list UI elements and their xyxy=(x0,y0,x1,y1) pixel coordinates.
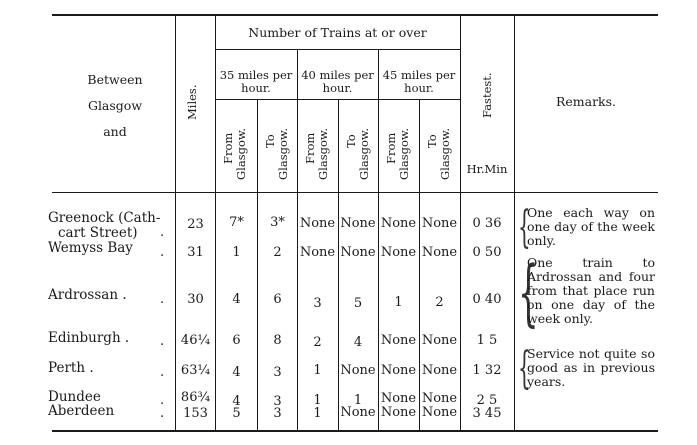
remark-brace-1: { xyxy=(518,202,531,253)
row-dot-aberdeen: . xyxy=(160,406,165,421)
cell-miles-greenock: 23 xyxy=(187,217,204,232)
col-rule-40-split xyxy=(338,100,339,430)
cell-40-from-greenock: None xyxy=(299,216,336,231)
cell-35-to-dundee: 3 xyxy=(273,394,282,409)
bottom-rule xyxy=(52,430,658,432)
speed-40-line1: 40 miles per xyxy=(301,68,374,82)
row-dot-ardrossan: . xyxy=(160,292,165,307)
remark-2: One train to Ardrossan and four from that place run on one day of the week only. xyxy=(527,255,655,326)
to-glasgow-40-b: Glasgow. xyxy=(357,127,371,180)
cell-35-from-edinburgh: 6 xyxy=(232,333,241,348)
hr-min-heading: Hr.Min xyxy=(466,162,508,176)
cell-35-from-aberdeen: 5 xyxy=(232,406,241,421)
remark-3: Service not quite so good as in previous years. xyxy=(527,346,655,389)
cell-45-to-edinburgh: None xyxy=(421,333,458,348)
cell-45-from-edinburgh: None xyxy=(380,333,417,348)
row-dot-greenock: . xyxy=(160,225,165,240)
from-glasgow-40-a: From xyxy=(303,132,317,164)
row-dot-edinburgh: . xyxy=(160,334,165,349)
cell-miles-ardrossan: 30 xyxy=(187,292,204,307)
cell-40-to-edinburgh: 4 xyxy=(353,335,363,350)
row-dot-wemyss-bay: . xyxy=(160,245,165,260)
row-dot-perth: . xyxy=(160,365,165,380)
cell-45-to-wemyss-bay: None xyxy=(421,245,458,260)
cell-45-from-ardrossan: 1 xyxy=(394,295,403,310)
to-glasgow-40-a: To xyxy=(344,134,358,148)
cell-fastest-aberdeen: 3 45 xyxy=(472,406,502,421)
to-glasgow-35-b: Glasgow. xyxy=(276,127,290,180)
cell-35-to-ardrossan: 6 xyxy=(273,292,282,307)
cell-40-from-perth: 1 xyxy=(313,363,322,378)
speed-45-line1: 45 miles per xyxy=(382,68,456,82)
remarks-heading: Remarks. xyxy=(555,94,617,109)
remark-1: One each way on one day of the week only. xyxy=(527,205,655,248)
row-name-perth: Perth . xyxy=(48,360,94,376)
cell-fastest-edinburgh: 1 5 xyxy=(476,333,498,348)
cell-35-to-edinburgh: 8 xyxy=(273,333,282,348)
cell-40-to-aberdeen: None xyxy=(340,405,376,420)
row-name-greenock-1: Greenock (Cath- xyxy=(48,210,161,226)
cell-45-to-perth: None xyxy=(421,363,458,378)
cell-40-to-greenock: None xyxy=(340,216,376,231)
cell-fastest-wemyss-bay: 0 50 xyxy=(472,245,502,260)
from-glasgow-35-b: Glasgow. xyxy=(234,127,248,180)
cell-40-from-edinburgh: 2 xyxy=(313,335,322,350)
row-name-wemyss-bay: Wemyss Bay xyxy=(48,240,133,256)
cell-40-from-ardrossan: 3 xyxy=(313,296,322,311)
between-heading-1: Between xyxy=(87,72,143,87)
cell-35-to-greenock: 3* xyxy=(270,215,285,230)
row-name-edinburgh: Edinburgh . xyxy=(48,330,130,346)
speed-group-rule xyxy=(215,49,460,50)
cell-35-from-dundee: 4 xyxy=(232,394,241,409)
cell-40-to-wemyss-bay: None xyxy=(340,245,376,260)
cell-35-from-ardrossan: 4 xyxy=(232,292,241,307)
col-rule-35-split xyxy=(257,100,258,430)
row-name-dundee: Dundee xyxy=(48,389,101,405)
cell-45-to-greenock: None xyxy=(421,216,458,231)
from-glasgow-45-a: From xyxy=(384,132,398,164)
speed-45-line2: hour. xyxy=(404,81,434,95)
cell-35-to-wemyss-bay: 2 xyxy=(273,245,282,260)
to-glasgow-45-b: Glasgow. xyxy=(438,127,452,180)
row-name-ardrossan: Ardrossan . xyxy=(48,287,127,303)
cell-40-to-ardrossan: 5 xyxy=(353,296,363,311)
top-rule xyxy=(52,14,658,16)
header-bottom-rule xyxy=(52,192,658,193)
cell-35-to-aberdeen: 3 xyxy=(273,406,282,421)
speed-35-line1: 35 miles per xyxy=(219,68,293,82)
between-heading-2: Glasgow xyxy=(87,98,143,113)
cell-35-from-wemyss-bay: 1 xyxy=(232,245,241,260)
cell-40-from-wemyss-bay: None xyxy=(299,245,336,260)
col-rule-45-split xyxy=(419,100,420,430)
from-glasgow-40-b: Glasgow. xyxy=(316,127,330,180)
cell-35-from-greenock: 7* xyxy=(229,215,244,230)
cell-fastest-perth: 1 32 xyxy=(472,363,502,378)
remark-brace-3: { xyxy=(518,343,531,394)
cell-45-to-ardrossan: 2 xyxy=(435,295,444,310)
cell-45-from-perth: None xyxy=(380,363,417,378)
to-glasgow-45-a: To xyxy=(425,134,439,148)
cell-miles-aberdeen: 153 xyxy=(183,406,208,421)
row-dot-dundee: . xyxy=(160,393,165,408)
cell-fastest-dundee: 2 5 xyxy=(476,393,498,408)
miles-heading: Miles. xyxy=(185,84,199,120)
to-glasgow-35-a: To xyxy=(263,134,277,148)
col-rule-remarks xyxy=(514,16,515,430)
remark-brace-2: { xyxy=(518,250,539,334)
cell-45-from-aberdeen: None xyxy=(380,405,417,420)
cell-40-to-perth: None xyxy=(340,363,376,378)
cell-fastest-ardrossan: 0 40 xyxy=(472,292,502,307)
cell-45-to-aberdeen: None xyxy=(421,405,458,420)
cell-40-from-aberdeen: 1 xyxy=(313,406,322,421)
cell-35-from-perth: 4 xyxy=(232,365,241,380)
number-of-trains-heading: Number of Trains at or over xyxy=(248,25,427,40)
row-name-greenock-2: cart Street) xyxy=(58,225,138,241)
cell-miles-wemyss-bay: 31 xyxy=(187,245,204,260)
cell-40-from-dundee: 1 xyxy=(313,393,322,408)
from-glasgow-45-b: Glasgow. xyxy=(397,127,411,180)
cell-45-from-greenock: None xyxy=(380,216,417,231)
speed-40-line2: hour. xyxy=(322,81,353,95)
from-glasgow-35-a: From xyxy=(221,132,235,164)
cell-35-to-perth: 3 xyxy=(273,365,282,380)
speed-35-line2: hour. xyxy=(241,81,271,95)
cell-miles-perth: 63¼ xyxy=(180,363,211,378)
fastest-heading: Fastest. xyxy=(480,72,494,118)
cell-45-from-dundee: None xyxy=(380,391,417,406)
cell-45-to-dundee: None xyxy=(421,391,458,406)
cell-fastest-greenock: 0 36 xyxy=(472,216,502,231)
between-heading-3: and xyxy=(103,124,127,139)
cell-45-from-wemyss-bay: None xyxy=(380,245,417,260)
cell-miles-dundee: 86¾ xyxy=(180,390,211,405)
cell-40-to-dundee: 1 xyxy=(353,393,363,408)
cell-miles-edinburgh: 46¼ xyxy=(180,333,211,348)
row-name-aberdeen: Aberdeen xyxy=(48,403,115,419)
